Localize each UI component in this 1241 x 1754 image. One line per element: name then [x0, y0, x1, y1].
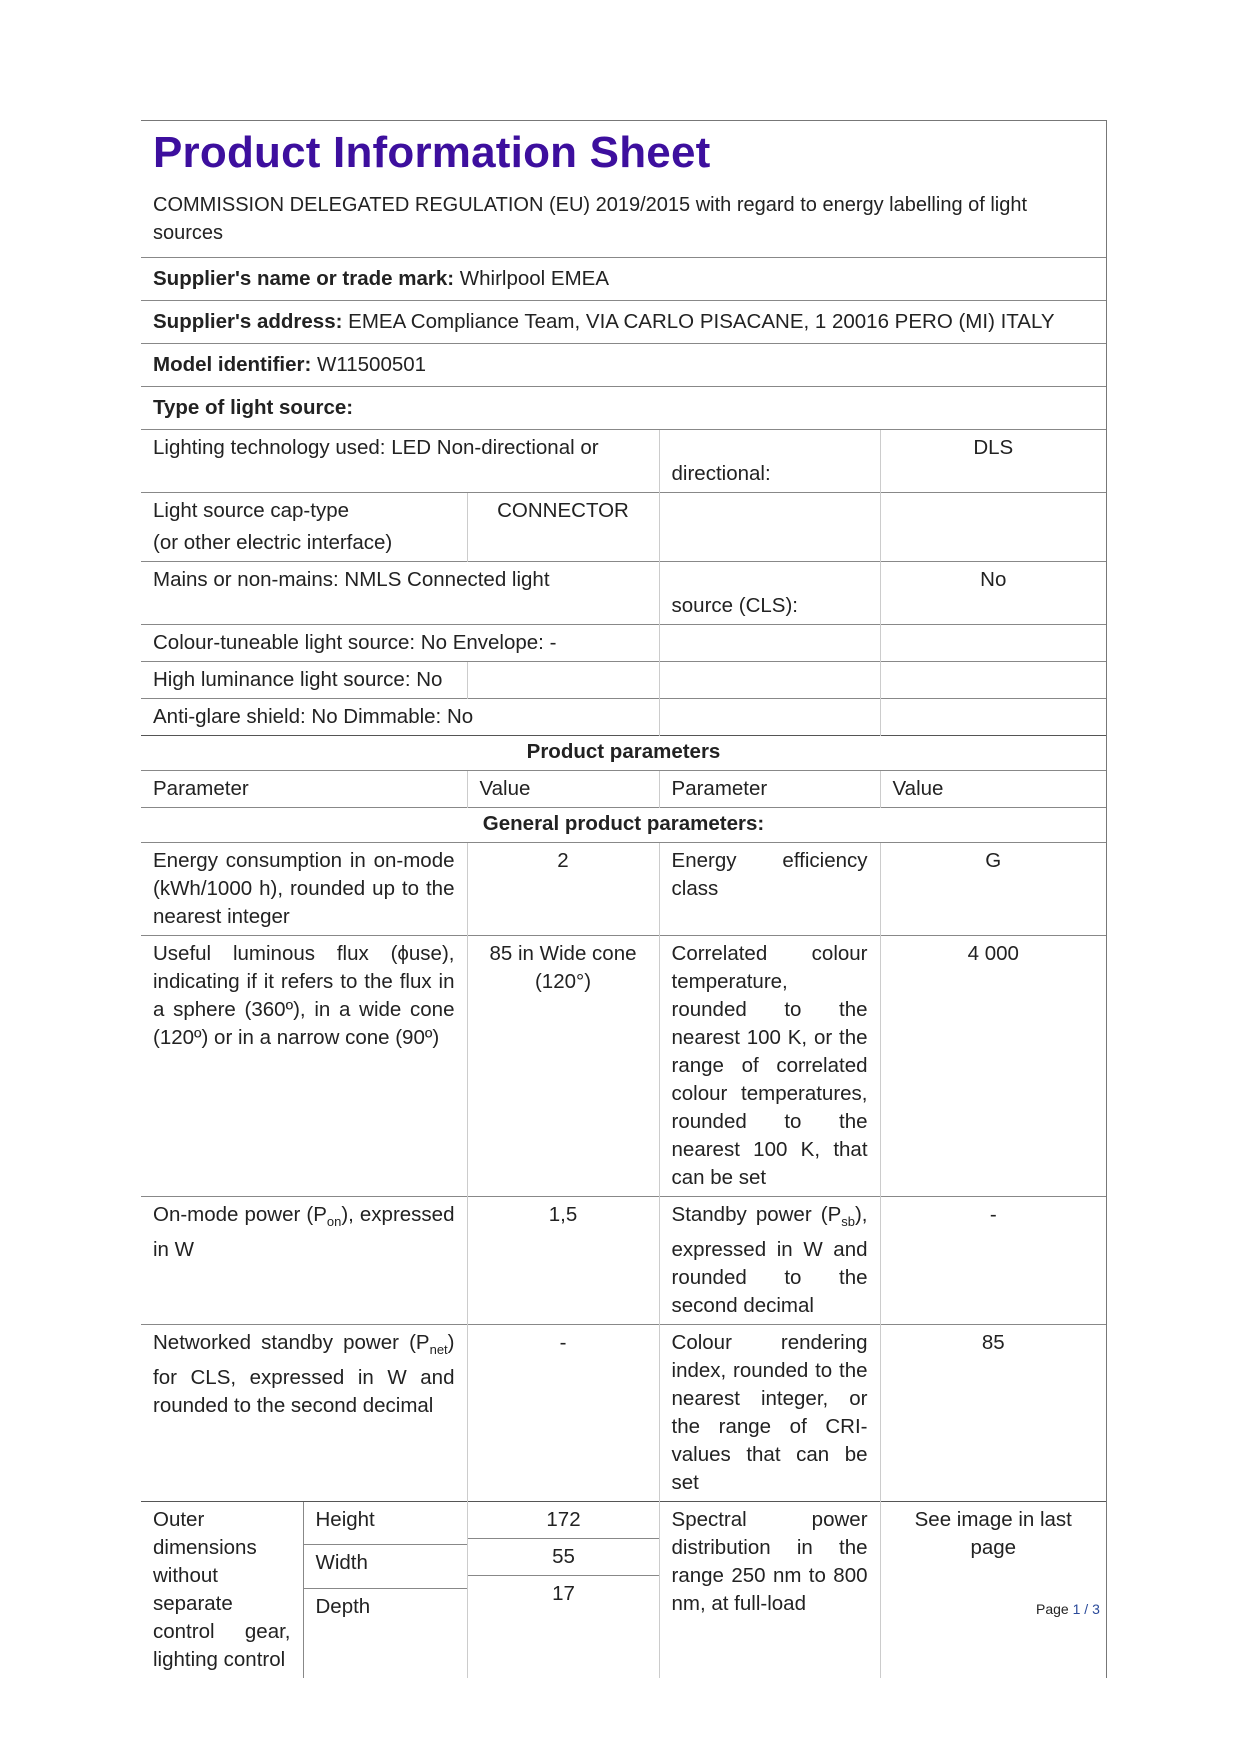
param-cell: Standby power $(P_{sb})$, expressed in W and rounded to the second decimal — [659, 1197, 880, 1325]
value-cell: 85 in Wide cone (120°) — [467, 936, 659, 1197]
table-row — [141, 625, 1106, 662]
col-header: Value — [880, 771, 1106, 808]
param-cell: Spectral power distribution in the range 250 nm to 800 nm, at full-load — [659, 1502, 880, 1679]
table-row — [141, 430, 1106, 493]
table-row — [141, 699, 1106, 736]
table-row — [141, 1325, 1106, 1502]
tech-label: Lighting technology used: LED Non-directional or — [141, 430, 659, 493]
dimension-value: 55 — [468, 1539, 660, 1576]
colour-tuneable: Colour-tuneable light source: No Envelope: - — [141, 625, 659, 662]
col-header: Parameter — [659, 771, 880, 808]
tech-mid: directional: — [659, 430, 880, 493]
value-cell: See image in last page — [880, 1502, 1106, 1679]
high-luminance: High luminance light source: No — [141, 662, 467, 699]
supplier-name-row — [141, 257, 1106, 300]
cap-empty-2 — [880, 493, 1106, 562]
cap-label: Light source cap-type (or other electric interface) — [141, 493, 467, 562]
table-row — [141, 736, 1106, 771]
type-row — [141, 386, 1106, 429]
anti-glare: Anti-glare shield: No Dimmable: No — [141, 699, 659, 736]
dimension-value: 172 — [546, 1508, 581, 1532]
value-cell: 1,5 — [467, 1197, 659, 1325]
sheet-title: Product Information Sheet — [153, 128, 711, 177]
supplier-address-row — [141, 300, 1106, 343]
supplier-address-label: Supplier's address: — [153, 310, 343, 333]
column-header-row — [141, 771, 1106, 808]
general-parameters-header: General product parameters: — [141, 808, 1106, 843]
col-header: Parameter — [141, 771, 467, 808]
cap-value: CONNECTOR — [467, 493, 659, 562]
model-row — [141, 343, 1106, 386]
regulation-text: COMMISSION DELEGATED REGULATION (EU) 2019/2015 with regard to energy labelling of light sources — [153, 194, 1028, 244]
param-cell: Useful luminous flux (ϕuse), indicating if it refers to the flux in a sphere (360º), in a wide cone (120º) or in a narrow cone (90º) — [141, 936, 467, 1197]
value-cell: 2 — [467, 843, 659, 936]
tech-value: DLS — [880, 430, 1106, 493]
value-cell: G — [880, 843, 1106, 936]
table-row — [141, 662, 1106, 699]
value-cell: 4 000 — [880, 936, 1106, 1197]
dimension-value: 17 — [468, 1576, 660, 1653]
mains-label: Mains or non-mains: NMLS Connected light — [141, 562, 659, 625]
supplier-address-value: EMEA Compliance Team, VIA CARLO PISACANE, 1 20016 PERO (MI) ITALY — [348, 310, 1055, 333]
supplier-name-value: Whirlpool EMEA — [459, 267, 610, 290]
dimensions-label: Outer dimensions without separate control gear, lighting control — [141, 1502, 303, 1678]
param-cell: Correlated colour temperature, rounded to the nearest 100 K, or the range of correlated colour temperatures, rounded to the nearest 100 K, that can be set — [659, 936, 880, 1197]
value-cell: - — [467, 1325, 659, 1502]
col-header: Value — [467, 771, 659, 808]
dimensions-subtable — [141, 1502, 467, 1678]
dimension-name: Depth — [303, 1588, 467, 1678]
dimension-name: Width — [303, 1545, 467, 1588]
light-source-table — [141, 429, 1106, 1678]
supplier-name-label: Supplier's name or trade mark: — [153, 267, 455, 290]
dimensions-row — [141, 1502, 1106, 1679]
table-row — [141, 936, 1106, 1197]
mains-mid: source (CLS): — [659, 562, 880, 625]
cap-empty — [659, 493, 880, 562]
table-row — [141, 843, 1106, 936]
table-row — [141, 562, 1106, 625]
value-cell: 85 — [880, 1325, 1106, 1502]
model-value: W11500501 — [317, 353, 427, 376]
page-number: Page 1 / 3 — [1036, 1601, 1100, 1617]
param-cell: On-mode power $(P_{on})$, expressed in W — [141, 1197, 467, 1325]
mains-value: No — [880, 562, 1106, 625]
dimension-name: Height — [315, 1508, 375, 1532]
product-parameters-header: Product parameters — [141, 736, 1106, 771]
model-label: Model identifier: — [153, 353, 312, 376]
value-cell: - — [880, 1197, 1106, 1325]
product-information-sheet — [141, 120, 1107, 1678]
table-row — [141, 808, 1106, 843]
table-row — [141, 1197, 1106, 1325]
param-cell: Colour rendering index, rounded to the nearest integer, or the range of CRI-values that can be set — [659, 1325, 880, 1502]
type-label: Type of light source: — [153, 396, 354, 419]
param-cell: Energy consumption in on-mode (kWh/1000 h), rounded up to the nearest integer — [141, 843, 467, 936]
param-cell: Energy efficiency class — [659, 843, 880, 936]
param-cell: Networked standby power $(P_{net})$ for CLS, expressed in W and rounded to the second decimal — [141, 1325, 467, 1502]
table-row — [141, 493, 1106, 562]
dimension-values — [468, 1502, 660, 1652]
